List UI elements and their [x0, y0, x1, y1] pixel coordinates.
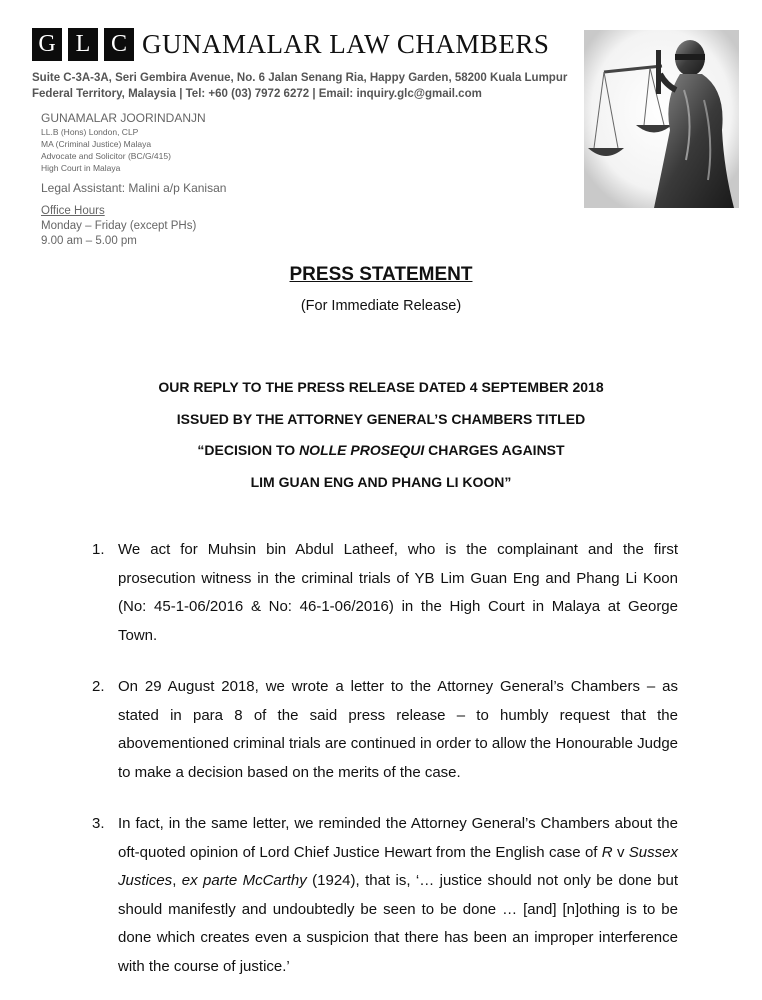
office-hours-title: Office Hours	[41, 205, 105, 217]
heading-line	[0, 435, 762, 467]
heading-italic-text: NOLLE PROSEQUI	[299, 442, 425, 458]
logo-letter-g: G	[32, 28, 62, 61]
firm-address	[32, 70, 567, 102]
paragraph-text-segment: (1924), that is, ‘… justice should not only be done but should manifestly and undoubtedly be seen to be done … [and] [n]othing is to be done which creates even a suspicion that there has been an improper interference with the course of justice.’	[118, 872, 678, 975]
case-name-r: R	[601, 843, 613, 861]
counsel-qualification: MA (Criminal Justice) Malaya	[41, 139, 152, 149]
paragraph-3	[92, 810, 678, 981]
press-statement-subtitle: (For Immediate Release)	[300, 298, 462, 314]
paragraph-text-segment: ,	[172, 872, 182, 889]
paragraph-number: 1.	[92, 541, 105, 558]
heading-text: CHARGES AGAINST	[424, 442, 565, 458]
legal-assistant: Legal Assistant: Malini a/p Kanisan	[41, 181, 227, 195]
paragraph-text-segment: In fact, in the same letter, we reminded the Attorney General’s Chambers about the oft-quoted opinion of Lord Chief Justice Hewart from the English case of	[118, 815, 678, 861]
paragraph-number: 2.	[92, 678, 105, 695]
counsel-name: GUNAMALAR JOORINDANJN	[41, 111, 206, 125]
firm-logo	[32, 28, 549, 61]
case-name-sussex: Sussex Justices	[118, 843, 678, 889]
address-line-1: Suite C-3A-3A, Seri Gembira Avenue, No. 6 Jalan Senang Ria, Happy Garden, 58200 Kuala Lumpur	[32, 72, 568, 84]
heading-text: “DECISION TO	[197, 442, 300, 458]
paragraph-text	[118, 810, 678, 981]
office-hours-time: 9.00 am – 5.00 pm	[41, 235, 137, 247]
counsel-qualification: Advocate and Solicitor (BC/G/415)	[41, 151, 171, 161]
paragraph-text-segment: v	[612, 843, 629, 861]
lady-justice-image	[584, 30, 739, 208]
address-line-2: Federal Territory, Malaysia | Tel: +60 (03) 7972 6272 | Email: inquiry.glc@gmail.com	[32, 88, 482, 100]
counsel-qualification: LL.B (Hons) London, CLP	[41, 127, 139, 137]
counsel-block	[41, 111, 206, 174]
numbered-paragraphs	[92, 536, 678, 1000]
logo-letter-l: L	[68, 28, 98, 61]
paragraph-number: 3.	[92, 815, 105, 832]
heading-line: LIM GUAN ENG AND PHANG LI KOON”	[250, 473, 512, 490]
office-hours-days: Monday – Friday (except PHs)	[41, 220, 197, 232]
press-statement-title: PRESS STATEMENT	[289, 264, 473, 285]
paragraph-2	[92, 673, 678, 787]
paragraph-text: We act for Muhsin bin Abdul Latheef, who is the complainant and the first prosecution witness in the criminal trials of YB Lim Guan Eng and Phang Li Koon (No: 45-1-06/2016 & No: 46-1-06/2016) in the High Court in Malaya at George Town.	[118, 541, 678, 644]
firm-name: GUNAMALAR LAW CHAMBERS	[142, 29, 550, 59]
counsel-qualification: High Court in Malaya	[41, 163, 121, 173]
paragraph-1	[92, 536, 678, 650]
logo-letter-c: C	[104, 28, 134, 61]
heading-line: ISSUED BY THE ATTORNEY GENERAL’S CHAMBERS TITLED	[176, 410, 586, 427]
case-name-mccarthy: ex parte McCarthy	[181, 872, 307, 889]
paragraph-text: On 29 August 2018, we wrote a letter to the Attorney General’s Chambers – as stated in para 8 of the said press release – to humbly request that the abovementioned criminal trials are continued in order to allow the Honourable Judge to make a decision based on the merits of the case.	[118, 678, 678, 781]
heading-line: OUR REPLY TO THE PRESS RELEASE DATED 4 SEPTEMBER 2018	[158, 379, 604, 395]
office-hours	[41, 204, 196, 249]
statement-heading	[0, 372, 762, 498]
